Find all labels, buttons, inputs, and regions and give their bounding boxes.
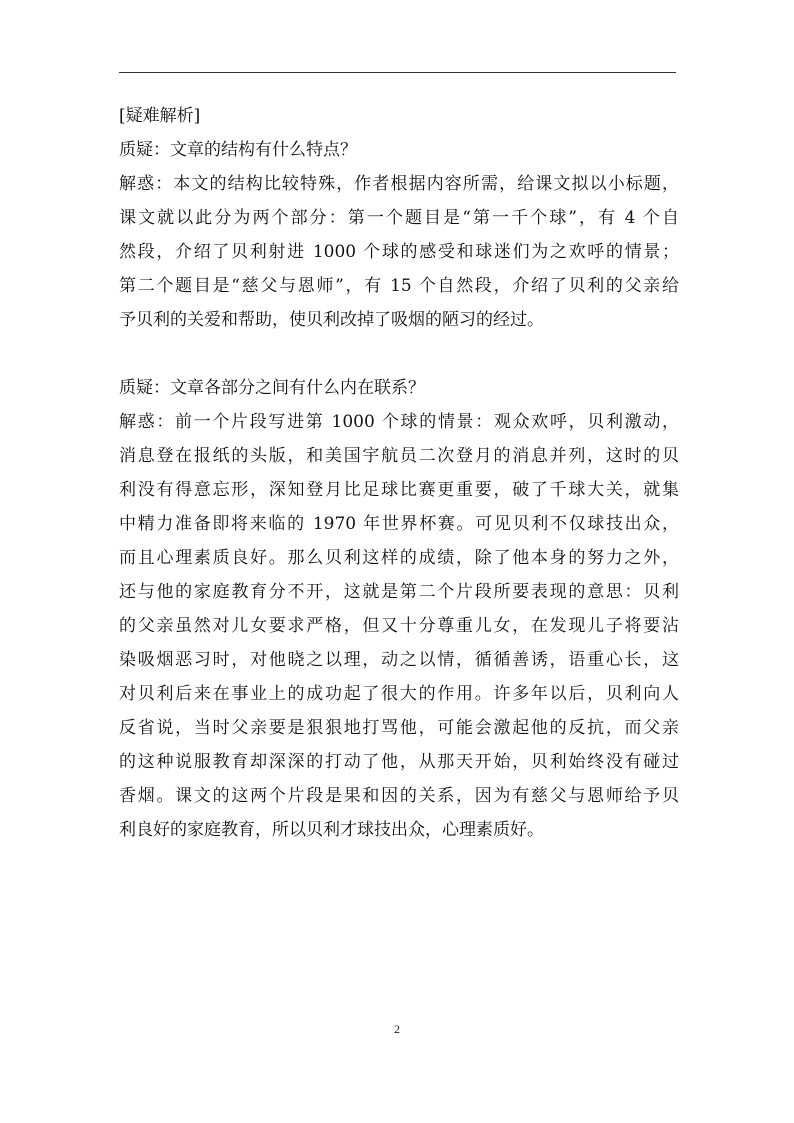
answer-2-line: 反省说，当时父亲要是狠狠地打骂他，可能会激起他的反抗，而父亲: [119, 718, 679, 738]
document-body: [119, 99, 679, 847]
answer-2-line: 中精力准备即将来临的 1970 年世界杯赛。可见贝利不仅球技出众，: [119, 514, 679, 534]
answer-2-line: 染吸烟恶习时，对他晓之以理，动之以情，循循善诱，语重心长，这: [119, 650, 679, 670]
header-rule: [119, 72, 676, 73]
answer-2-line: 利没有得意忘形，深知登月比足球比赛更重要，破了千球大关，就集: [119, 480, 679, 500]
answer-2-line: 对贝利后来在事业上的成功起了很大的作用。许多年以后，贝利向人: [119, 684, 679, 704]
answer-2-line: 香烟。课文的这两个片段是果和因的关系，因为有慈父与恩师给予贝: [119, 786, 679, 806]
answer-2-line: 的这种说服教育却深深的打动了他，从那天开始，贝利始终没有碰过: [119, 752, 679, 772]
answer-2-line: 而且心理素质良好。那么贝利这样的成绩，除了他本身的努力之外，: [119, 548, 679, 568]
page-number: 2: [394, 1022, 400, 1036]
answer-1-line: 予贝利的关爱和帮助，使贝利改掉了吸烟的陋习的经过。: [119, 310, 544, 330]
answer-1-line: 第二个题目是“慈父与恩师”，有 15 个自然段，介绍了贝利的父亲给: [119, 276, 679, 296]
answer-1-line: 课文就以此分为两个部分：第一个题目是“第一千个球”，有 4 个自: [119, 208, 679, 228]
answer-2-line: 利良好的家庭教育，所以贝利才球技出众，心理素质好。: [119, 820, 544, 840]
answer-2-line: 的父亲虽然对儿女要求严格，但又十分尊重儿女，在发现儿子将要沾: [119, 616, 679, 636]
answer-2-line: 解惑：前一个片段写进第 1000 个球的情景：观众欢呼，贝利激动，: [119, 412, 679, 432]
answer-1-line: 解惑：本文的结构比较特殊，作者根据内容所需，给课文拟以小标题，: [119, 174, 679, 194]
answer-1-line: 然段，介绍了贝利射进 1000 个球的感受和球迷们为之欢呼的情景；: [119, 242, 679, 262]
question-2: 质疑：文章各部分之间有什么内在联系？: [119, 378, 425, 398]
paragraph-gap: [119, 337, 679, 371]
answer-2-line: 消息登在报纸的头版，和美国宇航员二次登月的消息并列，这时的贝: [119, 446, 679, 466]
answer-2-line: 还与他的家庭教育分不开，这就是第二个片段所要表现的意思：贝利: [119, 582, 679, 602]
question-1: 质疑：文章的结构有什么特点？: [119, 140, 357, 160]
section-title: [疑难解析]: [119, 106, 201, 126]
